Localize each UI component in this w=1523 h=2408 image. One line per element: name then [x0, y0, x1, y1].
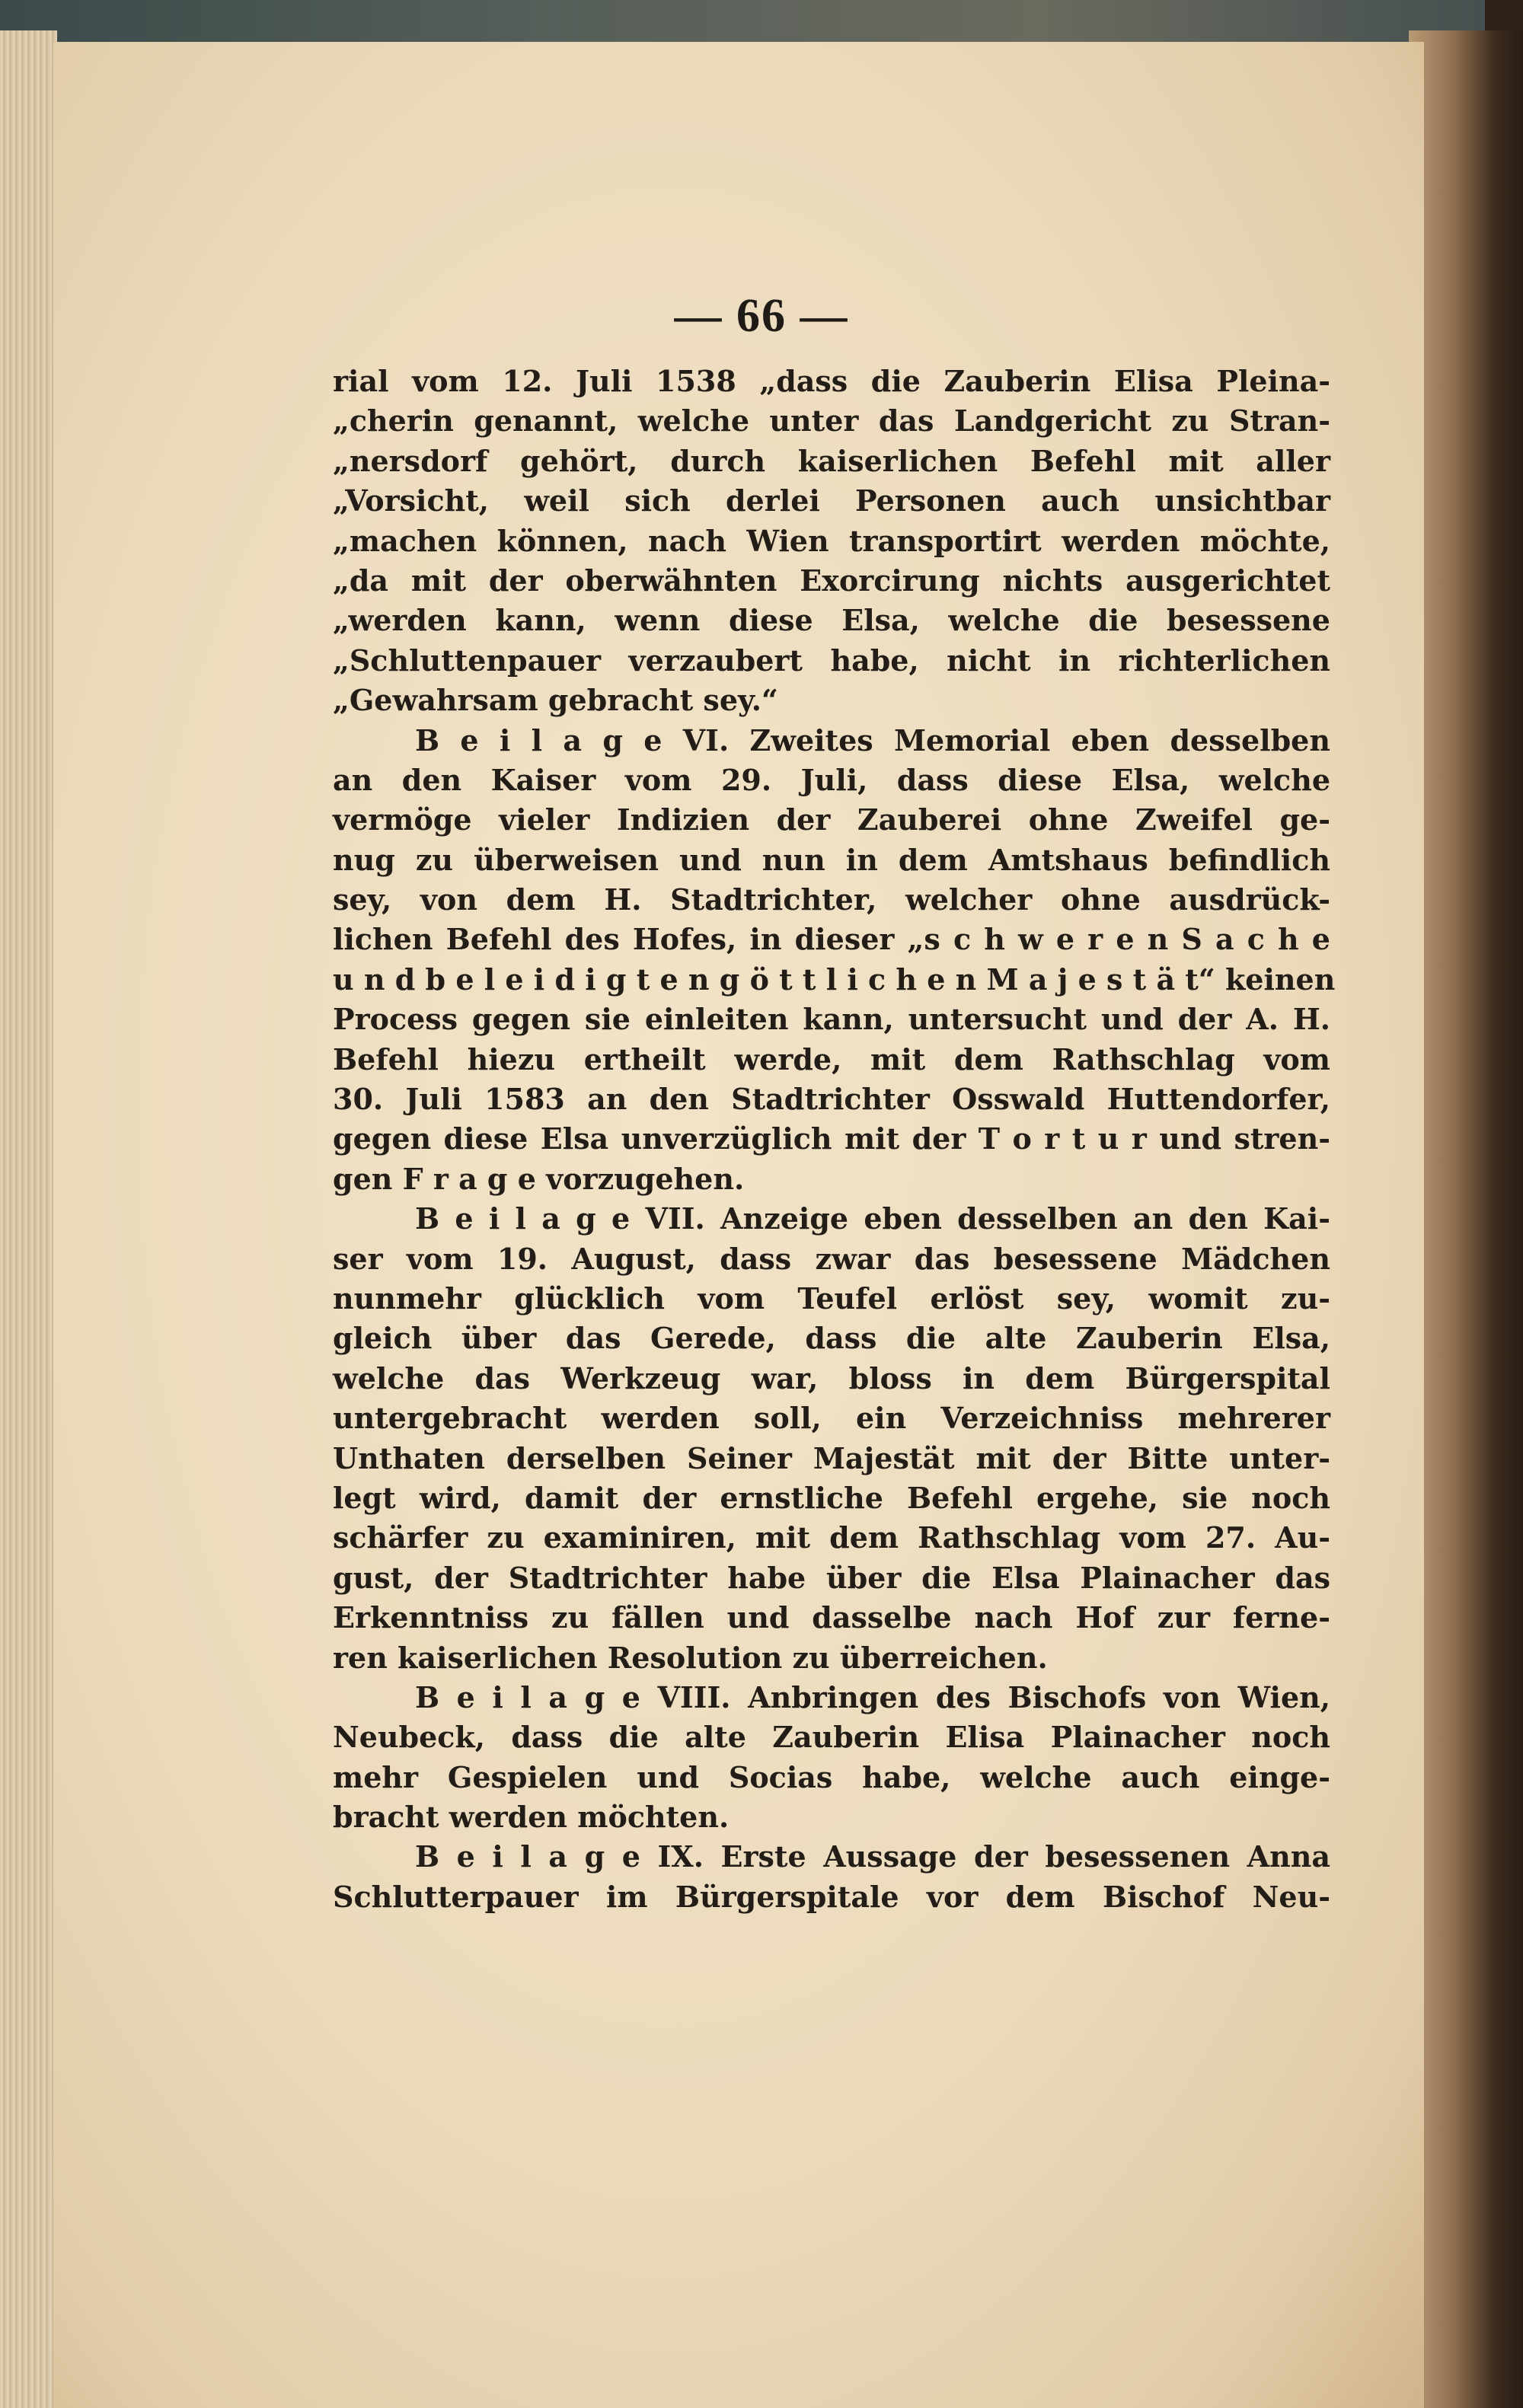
text-line: Neubeck, dass die alte Zauberin Elisa Plainacher noch	[333, 1720, 1330, 1755]
text-line: untergebracht werden soll, ein Verzeichniss mehrerer	[333, 1401, 1330, 1436]
body-text	[333, 362, 1336, 1917]
text-line: „Vorsicht, weil sich derlei Personen auch unsichtbar	[333, 483, 1330, 518]
text-line: mehr Gespielen und Socias habe, welche auch einge-	[333, 1759, 1330, 1794]
text-line: 30. Juli 1583 an den Stadtrichter Osswald Huttendorfer,	[333, 1082, 1330, 1117]
text-line: Befehl hiezu ertheilt werde, mit dem Rathschlag vom	[333, 1041, 1330, 1076]
text-line: bracht werden möchten.	[333, 1800, 730, 1835]
text-line: B e i l a g e VII. Anzeige eben desselben an den Kai-	[415, 1201, 1330, 1236]
text-line: „machen können, nach Wien transportirt werden möchte,	[333, 523, 1330, 558]
text-line: „Schluttenpauer verzaubert habe, nicht in richterlichen	[333, 643, 1330, 678]
text-line: „da mit der oberwähnten Exorcirung nichts ausgerichtet	[333, 563, 1330, 598]
text-line: rial vom 12. Juli 1538 „dass die Zauberin Elisa Pleina-	[333, 364, 1330, 398]
text-line: B e i l a g e VIII. Anbringen des Bischofs von Wien,	[415, 1679, 1330, 1714]
text-line: welche das Werkzeug war, bloss in dem Bürgerspital	[333, 1360, 1330, 1395]
text-line: ser vom 19. August, dass zwar das besessene Mädchen	[333, 1241, 1330, 1276]
text-line: nunmehr glücklich vom Teufel erlöst sey, womit zu-	[333, 1281, 1330, 1316]
text-line: u n d b e l e i d i g t e n g ö t t l i c h e n M a j e s t ä t“ keinen	[333, 962, 1336, 997]
text-line: legt wird, damit der ernstliche Befehl ergehe, sie noch	[333, 1480, 1330, 1515]
text-line: schärfer zu examiniren, mit dem Rathschlag vom 27. Au-	[333, 1520, 1330, 1555]
text-line: B e i l a g e IX. Erste Aussage der besessenen Anna	[415, 1839, 1330, 1874]
text-line: Process gegen sie einleiten kann, untersucht und der A. H.	[333, 1002, 1330, 1037]
text-line: „nersdorf gehört, durch kaiserlichen Befehl mit aller	[333, 443, 1330, 478]
text-line: Unthaten derselben Seiner Majestät mit der Bitte unter-	[333, 1440, 1330, 1475]
page-number: — 66 —	[674, 290, 849, 342]
text-line: „cherin genannt, welche unter das Landgericht zu Stran-	[333, 403, 1330, 439]
text-line: ren kaiserlichen Resolution zu überreichen.	[333, 1640, 1048, 1675]
text-line: gegen diese Elsa unverzüglich mit der T o r t u r und stren-	[333, 1121, 1330, 1156]
text-line: lichen Befehl des Hofes, in dieser „s c h w e r e n S a c h e	[333, 922, 1330, 957]
text-line: Erkenntniss zu fällen und dasselbe nach Hof zur ferne-	[333, 1600, 1330, 1635]
text-line: vermöge vieler Indizien der Zauberei ohne Zweifel ge-	[333, 802, 1330, 837]
text-line: nug zu überweisen und nun in dem Amtshaus befindlich	[333, 842, 1330, 877]
text-line: „werden kann, wenn diese Elsa, welche die besessene	[333, 603, 1330, 638]
text-line: Schlutterpauer im Bürgerspitale vor dem Bischof Neu-	[333, 1879, 1330, 1914]
text-line: sey, von dem H. Stadtrichter, welcher ohne ausdrück-	[333, 882, 1330, 917]
page-stack-edge	[0, 30, 57, 2408]
book-spine-shadow	[1409, 30, 1523, 2408]
text-line: B e i l a g e VI. Zweites Memorial eben desselben	[415, 722, 1330, 757]
text-line: gleich über das Gerede, dass die alte Zauberin Elsa,	[333, 1321, 1330, 1356]
text-line: an den Kaiser vom 29. Juli, dass diese Elsa, welche	[333, 762, 1330, 797]
text-line: gen F r a g e vorzugehen.	[333, 1161, 745, 1196]
text-line: „Gewahrsam gebracht sey.“	[333, 683, 778, 718]
text-line: gust, der Stadtrichter habe über die Elsa Plainacher das	[333, 1560, 1330, 1595]
